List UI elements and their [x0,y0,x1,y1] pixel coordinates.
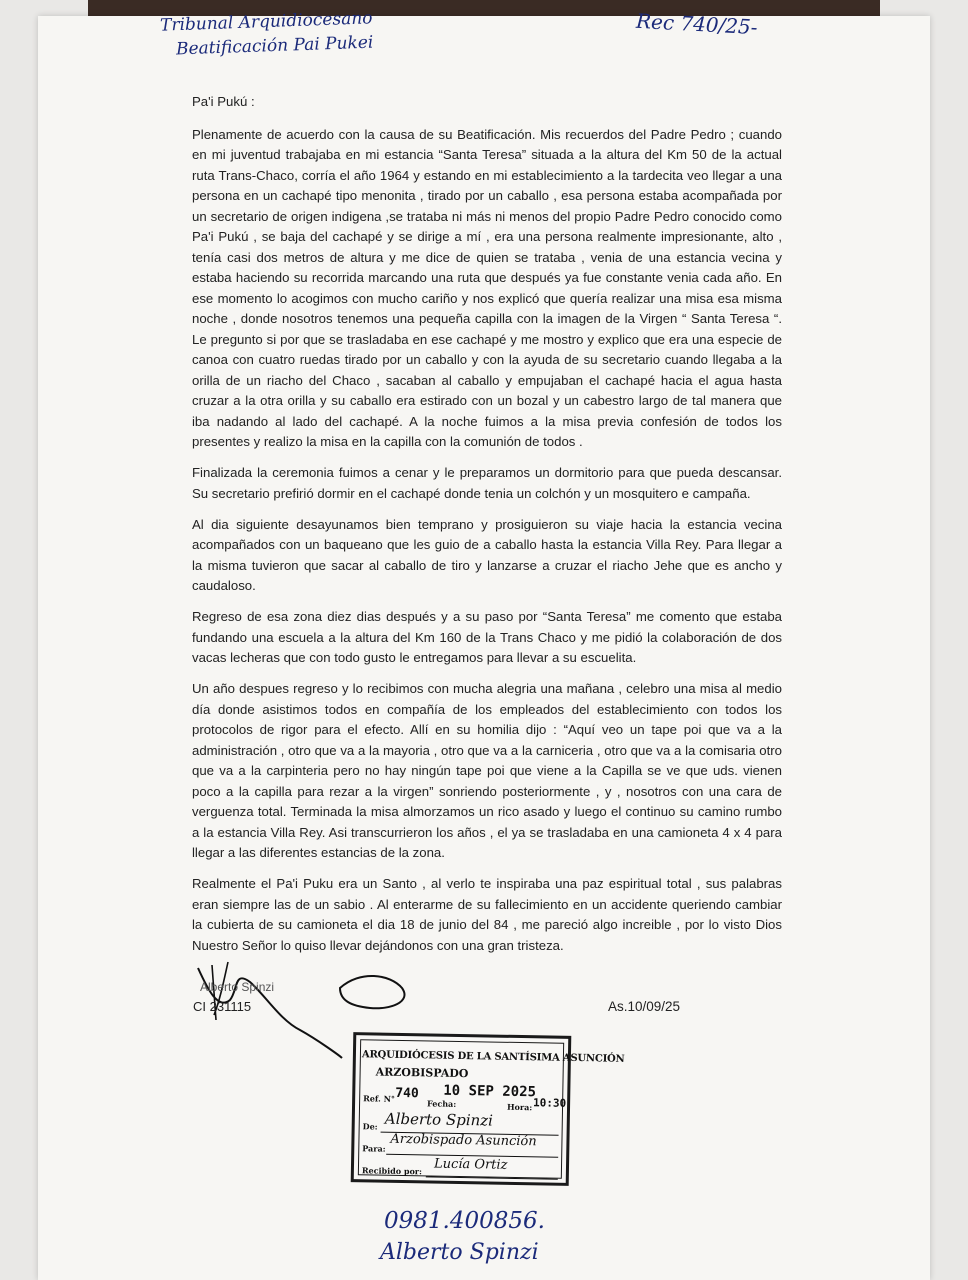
stamp-received-value: Lucía Ortiz [433,1156,508,1173]
letter-paragraph-5: Un año despues regreso y lo recibimos con mucha alegria una mañana , celebro una misa al medio día donde asistimos todos en compañía de los empleados del establecimiento con todos los protocolos de rigor para el efecto. Allí en su homilia dijo : “Aquí veo un tape poi que va a la administración , otro que va a la mayoria , otro que va a la carniceria , otro que va a la comisaria otro que va a la carpinteria pero no hay ningún tape poi que viene a la Capilla se ve que uds. vienen poco a la capilla para rezar a la virgen” sonriendo posteriormente , y , nosotros con una cara de verguenza total. Terminada la misa almorzamos un rico asado y luego el continuo su camino rumbo a la estancia Villa Rey. Asi transcurrieron los años , el ya se trasladaba en una camioneta 4 x 4 para llegar a las diferentes estancias de la zona. [192,681,782,860]
letter-greeting: Pa'i Pukú : [192,94,255,109]
handwritten-signature-name: Alberto Spinzi [380,1240,539,1265]
letter-paragraph-3: Al dia siguiente desayunamos bien temprano y prosiguieron su viaje hacia la estancia vecina acompañados con un baqueano que les guio de a caballo hasta la estancia Villa Rey. Para llegar a la misma tuvieron que sacar al caballo de tiro y lanzarse a cruzar el riacho Jehe que es ancho y caudaloso. [192,516,782,593]
letter-paragraph-2: Finalizada la ceremonia fuimos a cenar y le preparamos un dormitorio para que pueda descansar. Su secretario prefirió dormir en el cachapé donde tenia un colchón y un mosquitero e campaña. [192,465,782,501]
letter-date: As.10/09/25 [608,999,681,1014]
stamp-from-value: Alberto Spinzi [384,1109,494,1130]
stamp-hour-label: Hora: [506,1101,533,1113]
stamp-subtitle: ARZOBISPADO [375,1065,469,1081]
stamp-from-label: De: [362,1121,378,1132]
handwritten-phone: 0981.400856. [384,1208,545,1234]
reception-stamp [351,1032,625,1186]
letter-paragraph-1: Plenamente de acuerdo con la causa de su Beatificación. Mis recuerdos del Padre Pedro ; cuando en mi juventud trabajaba en mi estancia “Santa Teresa” situada a la altura del Km 50 de la actual ruta Trans-Chaco, corría el año 1964 y estando en mi establecimiento a la tardecita veo llegar a una persona en un cachapé tipo menonita , tirado por un caballo , esa persona estaba acompañada por un secretario de origen indigena ,se trataba ni más ni menos del propio Padre Pedro conocido como Pa'i Pukú , se baja del cachapé y se dirige a mí , era una persona realmente impresionante, alto , tenía casi dos metros de altura y me dice de quien se trataba , venia de una estancia vecina y estaba haciendo su recorrida marcando una ruta que después ya fue constante venia cada año. En ese momento lo acogimos con mucho cariño y nos explicó que quería realizar una misa esa misma noche , donde nosotros tenemos una pequeña capilla con la imagen de la Virgen “ Santa Teresa “. Le pregunto si por que se trasladaba en ese cachapé y me mostro y explico que era una especie de canoa con cuatro ruedas tirado por un caballo y con la ayuda de su secretario cuando llegaba a la orilla de un riacho del Chaco , sacaban al caballo y empujaban el cachapé hacia el agua hasta cruzar a la otra orilla y su caballo era estirado con un bozal y un cabestro largo de tal manera que iba nadando al lado del cachapé. A la noche fuimos a la misa previa confesión de todos los presentes y realizo la misa en la capilla con la comunión de todos . [192,126,782,449]
stamp-ref-value: 740 [395,1085,419,1102]
handwritten-header-line2: Beatificación Pai Pukei [175,32,374,60]
stamp-to-value: Arzobispado Asunción [390,1131,537,1150]
stamp-title: ARQUIDIÓCESIS DE LA SANTÍSIMA ASUNCIÓN [361,1049,625,1065]
signer-ci: CI 231115 [193,999,252,1014]
stamp-received-label: Recibido por: [361,1165,423,1177]
stamp-hour-value: 10:30 [533,1096,567,1110]
stamp-to-label: Para: [362,1143,386,1154]
stamp-ref-label: Ref. N° [363,1093,396,1104]
handwritten-header-line1: Tribunal Arquidiocesano [159,8,373,36]
stamp-date-value: 10 SEP 2025 [443,1082,537,1101]
handwritten-ref-note: Rec 740/25- [635,8,759,40]
stamp-date-label: Fecha: [427,1098,457,1109]
letter-paragraph-4: Regreso de esa zona diez dias después y a su paso por “Santa Teresa” me comento que estaba fundando una escuela a la altura del Km 160 de la Trans Chaco y me pidió la colaboración de dos vacas lecheras que con todo gusto le entregamos para llevar a su escuelita. [192,609,782,665]
letter-paragraph-6: Realmente el Pa'i Puku era un Santo , al verlo te inspiraba una paz espiritual total , sus palabras eran siempre las de un sabio . Al enterarme de su fallecimiento en un accidente queriendo cambiar la cubierta de su camioneta el dia 18 de junio del 84 , me pareció algo increible , por lo visto Dios Nuestro Señor lo quiso llevar dejándonos con una gran tristeza. [192,876,782,953]
signer-name: Alberto Spinzi [200,980,275,994]
letter-body [192,92,782,967]
